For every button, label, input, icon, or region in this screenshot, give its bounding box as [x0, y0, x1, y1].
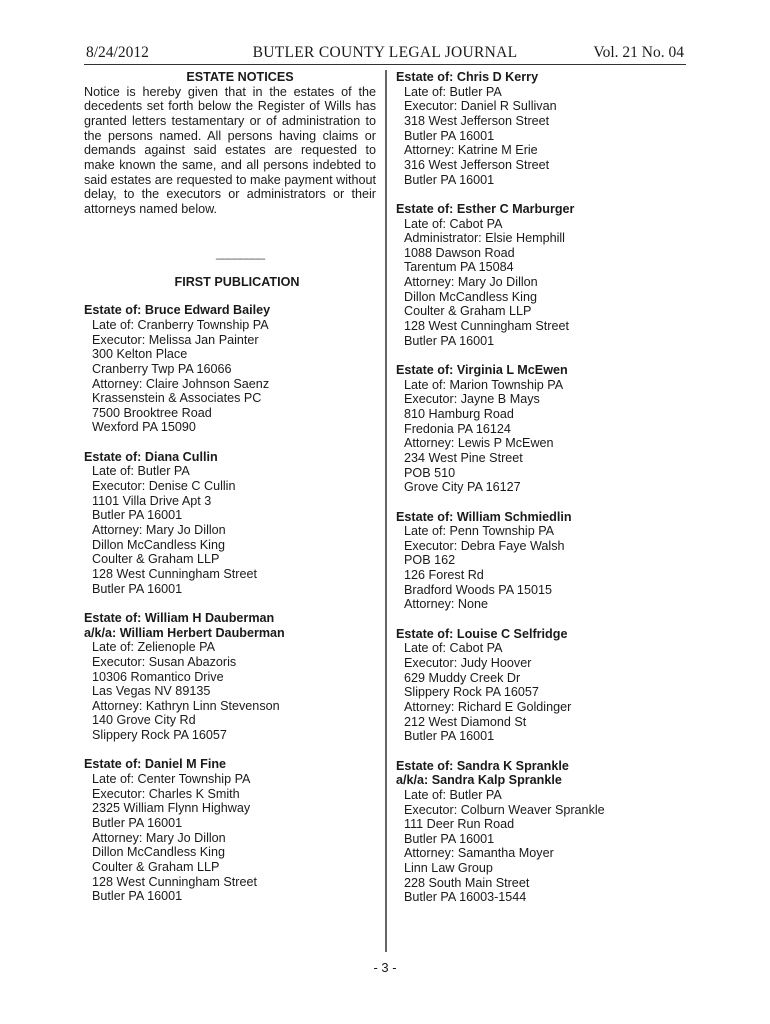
- estate-aka-heading: a/k/a: William Herbert Dauberman: [84, 625, 285, 640]
- estate-detail-line: Butler PA 16001: [92, 889, 183, 904]
- estate-detail-line: Bradford Woods PA 15015: [404, 582, 552, 597]
- estate-detail-line: 128 West Cunningham Street: [92, 566, 257, 581]
- right-estate-list: [396, 70, 696, 905]
- estate-notice: [84, 611, 376, 743]
- estate-heading: Estate of: Sandra K Sprankle: [396, 758, 569, 773]
- estate-detail-line: 629 Muddy Creek Dr: [404, 670, 521, 685]
- estate-detail-line: Attorney: Mary Jo Dillon: [92, 523, 226, 537]
- page-header: [86, 44, 684, 64]
- estate-detail-line: Attorney: Richard E Goldinger: [404, 699, 572, 714]
- estate-detail-line: Butler PA 16001: [404, 831, 495, 846]
- estate-detail-line: Coulter & Graham LLP: [92, 552, 220, 567]
- estate-detail-line: 7500 Brooktree Road: [92, 405, 212, 420]
- estate-notice: [84, 450, 376, 597]
- estate-heading: Estate of: Diana Cullin: [84, 449, 218, 464]
- estate-detail-line: 300 Kelton Place: [92, 347, 188, 362]
- estate-heading: Estate of: Chris D Kerry: [396, 70, 539, 84]
- estate-detail-line: Wexford PA 15090: [92, 420, 196, 435]
- estate-detail-line: POB 510: [404, 465, 456, 480]
- estate-detail-line: Butler PA 16001: [404, 172, 495, 187]
- estate-detail-line: Late of: Zelienople PA: [92, 640, 215, 655]
- estate-detail-line: Executor: Susan Abazoris: [92, 654, 237, 669]
- estate-detail-line: 128 West Cunningham Street: [92, 874, 257, 889]
- estate-detail-line: 140 Grove City Rd: [92, 713, 196, 728]
- estate-detail-line: 10306 Romantico Drive: [92, 669, 224, 684]
- estate-notice: [84, 757, 376, 904]
- estate-detail-line: 212 West Diamond St: [404, 714, 527, 729]
- estate-detail-line: Late of: Cranberry Township PA: [92, 317, 269, 332]
- estate-detail-line: Krassenstein & Associates PC: [92, 391, 262, 406]
- left-estate-list: [84, 303, 376, 904]
- estate-detail-line: Late of: Marion Township PA: [404, 377, 564, 392]
- estate-detail-line: Butler PA 16001: [92, 816, 183, 830]
- estate-detail-line: Dillon McCandless King: [92, 845, 225, 860]
- estate-detail-line: Dillon McCandless King: [404, 289, 537, 304]
- estate-detail-line: Butler PA 16001: [404, 729, 495, 744]
- estate-heading: Estate of: Bruce Edward Bailey: [84, 303, 271, 318]
- estate-heading: Estate of: William H Dauberman: [84, 610, 275, 625]
- estate-detail-line: 318 West Jefferson Street: [404, 113, 550, 128]
- estate-heading: Estate of: Louise C Selfridge: [396, 626, 568, 641]
- estate-detail-line: Executor: Debra Faye Walsh: [404, 538, 565, 553]
- estate-detail-line: Butler PA 16001: [404, 128, 495, 143]
- estate-detail-line: 234 West Pine Street: [404, 450, 523, 465]
- estate-detail-line: 810 Hamburg Road: [404, 406, 514, 421]
- estate-detail-line: Executor: Colburn Weaver Sprankle: [404, 802, 605, 817]
- estate-detail-line: Coulter & Graham LLP: [404, 304, 532, 319]
- notices-intro: Notice is hereby given that in the estates of the decedents set forth below the Register of Wills has granted letters testamentary or of administration to the persons named. All persons having claims or demands against said estates are requested to make known the same, and all persons indebted to said estates are requested to make payment without delay, to the executors or administrators or their attorneys named below.: [84, 84, 376, 216]
- estate-detail-line: 316 West Jefferson Street: [404, 157, 550, 172]
- estate-notice: [396, 759, 696, 906]
- estate-detail-line: Executor: Judy Hoover: [404, 656, 532, 670]
- estate-notice: [396, 70, 696, 187]
- header-rule: [84, 64, 686, 65]
- estate-detail-line: Attorney: Lewis P McEwen: [404, 436, 554, 451]
- volume-number: Vol. 21 No. 04: [593, 44, 684, 61]
- page-number: - 3 -: [373, 960, 397, 975]
- estate-detail-line: Cranberry Twp PA 16066: [92, 361, 232, 376]
- estate-notice: [396, 627, 696, 744]
- estate-detail-line: 128 West Cunningham Street: [404, 319, 569, 334]
- estate-detail-line: Butler PA 16001: [404, 333, 495, 348]
- column-divider: [385, 70, 387, 952]
- estate-detail-line: Las Vegas NV 89135: [92, 684, 211, 699]
- estate-detail-line: Butler PA 16001: [92, 581, 183, 596]
- estate-detail-line: Administrator: Elsie Hemphill: [404, 231, 565, 246]
- left-column: [84, 70, 376, 919]
- estate-detail-line: Fredonia PA 16124: [404, 421, 511, 436]
- estate-detail-line: Slippery Rock PA 16057: [92, 728, 227, 743]
- estate-detail-line: 126 Forest Rd: [404, 568, 484, 583]
- estate-detail-line: Butler PA 16003-1544: [404, 890, 527, 905]
- estate-detail-line: Butler PA 16001: [92, 508, 183, 523]
- estate-heading: Estate of: William Schmiedlin: [396, 509, 572, 524]
- estate-detail-line: Late of: Butler PA: [92, 464, 190, 479]
- estate-detail-line: Late of: Butler PA: [404, 84, 502, 99]
- estate-detail-line: Attorney: Mary Jo Dillon: [92, 830, 226, 845]
- estate-notice: [84, 303, 376, 435]
- estate-detail-line: Executor: Charles K Smith: [92, 786, 240, 801]
- estate-notice: [396, 510, 696, 613]
- estate-detail-line: Late of: Cabot PA: [404, 641, 503, 656]
- issue-date: 8/24/2012: [86, 44, 149, 61]
- estate-heading: Estate of: Esther C Marburger: [396, 201, 575, 216]
- estate-detail-line: Late of: Butler PA: [404, 787, 502, 802]
- estate-detail-line: Late of: Cabot PA: [404, 216, 503, 231]
- estate-detail-line: Late of: Penn Township PA: [404, 524, 555, 539]
- publication-heading: FIRST PUBLICATION: [174, 274, 300, 289]
- estate-detail-line: Attorney: Katrine M Erie: [404, 143, 538, 158]
- estate-detail-line: Attorney: Kathryn Linn Stevenson: [92, 698, 280, 713]
- journal-title: BUTLER COUNTY LEGAL JOURNAL: [252, 44, 518, 61]
- estate-detail-line: Executor: Daniel R Sullivan: [404, 99, 557, 114]
- estate-detail-line: 111 Deer Run Road: [404, 817, 515, 832]
- estate-detail-line: 2325 William Flynn Highway: [92, 801, 251, 816]
- section-separator: ________: [215, 245, 265, 260]
- estate-notice: [396, 363, 696, 495]
- estate-heading: Estate of: Daniel M Fine: [84, 757, 227, 772]
- estate-detail-line: Slippery Rock PA 16057: [404, 685, 539, 700]
- estate-detail-line: Attorney: Claire Johnson Saenz: [92, 376, 270, 391]
- estate-detail-line: Late of: Center Township PA: [92, 772, 251, 787]
- estate-detail-line: Grove City PA 16127: [404, 480, 521, 495]
- estate-aka-heading: a/k/a: Sandra Kalp Sprankle: [396, 773, 562, 788]
- estate-detail-line: Attorney: None: [404, 597, 489, 612]
- right-column: [396, 70, 696, 920]
- estate-detail-line: 228 South Main Street: [404, 875, 530, 890]
- estate-detail-line: Tarentum PA 15084: [404, 260, 514, 275]
- estate-heading: Estate of: Virginia L McEwen: [396, 363, 568, 377]
- estate-detail-line: Dillon McCandless King: [92, 537, 225, 552]
- estate-detail-line: Attorney: Mary Jo Dillon: [404, 275, 538, 290]
- estate-detail-line: Attorney: Samantha Moyer: [404, 846, 554, 861]
- estate-detail-line: Executor: Melissa Jan Painter: [92, 332, 259, 347]
- estate-detail-line: POB 162: [404, 553, 456, 568]
- estate-notice: [396, 202, 696, 349]
- estate-detail-line: Coulter & Graham LLP: [92, 859, 220, 874]
- estate-detail-line: Executor: Jayne B Mays: [404, 392, 540, 407]
- estate-detail-line: Linn Law Group: [404, 861, 493, 876]
- estate-detail-line: 1088 Dawson Road: [404, 245, 515, 260]
- estate-detail-line: 1101 Villa Drive Apt 3: [92, 493, 212, 508]
- notices-title: ESTATE NOTICES: [186, 70, 294, 84]
- estate-detail-line: Executor: Denise C Cullin: [92, 479, 236, 494]
